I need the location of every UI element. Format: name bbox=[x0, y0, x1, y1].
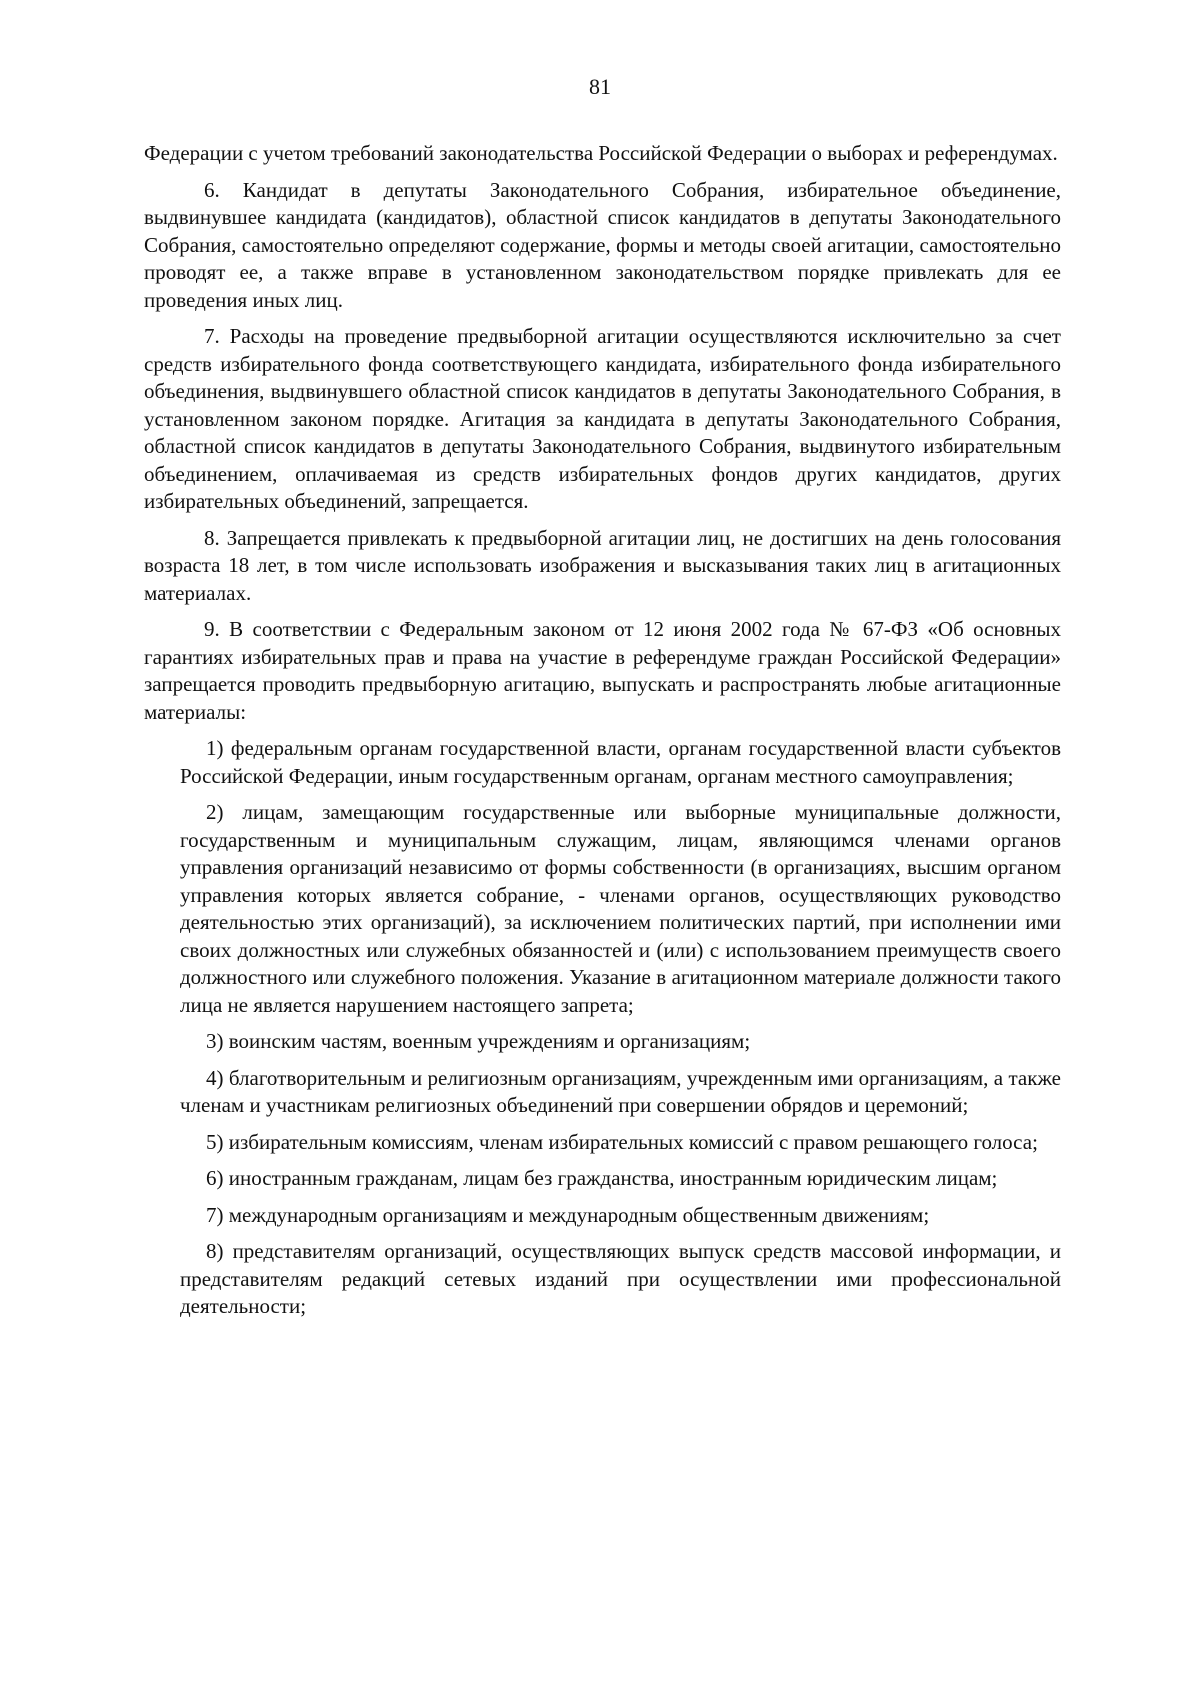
list-item-1: 1) федеральным органам государственной власти, органам государственной власти субъектов Российской Федерации, иным государственным органам, органам местного самоуправления; bbox=[180, 736, 1061, 788]
paragraph-9: 9. В соответствии с Федеральным законом от 12 июня 2002 года № 67-ФЗ «Об основных гарантиях избирательных прав и права на участие в референдуме граждан Российской Федерации» запрещается проводить предвыборную агитацию, выпускать и распространять любые агитационные материалы: bbox=[144, 617, 1061, 724]
list-item-5: 5) избирательным комиссиям, членам избирательных комиссий с правом решающего голоса; bbox=[206, 1129, 1038, 1154]
paragraph-6: 6. Кандидат в депутаты Законодательного Собрания, избирательное объединение, выдвинувшее кандидата (кандидатов), областной список кандидатов в депутаты Законодательного Собрания, самостоятельно определяют содержание, формы и методы своей агитации, самостоятельно проводят ее, а также вправе в установленном законодательством порядке привлекать для ее проведения иных лиц. bbox=[144, 177, 1061, 312]
document-body bbox=[144, 140, 1061, 1330]
paragraph-continuation: Федерации с учетом требований законодательства Российской Федерации о выборах и референдумах. bbox=[144, 141, 1058, 165]
list-item-3: 3) воинским частям, военным учреждениям и организациям; bbox=[206, 1029, 751, 1053]
list-item-6: 6) иностранным гражданам, лицам без гражданства, иностранным юридическим лицам; bbox=[206, 1166, 998, 1190]
list-item-2: 2) лицам, замещающим государственные или выборные муниципальные должности, государственным и муниципальным служащим, лицам, являющимся членами органов управления организаций независимо от формы собственности (в организациях, высшим органом управления которых является собрание, - членами органов, осуществляющих руководство деятельностью этих организаций), за исключением политических партий, при исполнении ими своих должностных или служебных обязанностей и (или) с использованием преимуществ своего должностного или служебного положения. Указание в агитационном материале должности такого лица не является нарушением настоящего запрета; bbox=[180, 800, 1061, 1017]
list-item-7: 7) международным организациям и международным общественным движениям; bbox=[206, 1202, 930, 1227]
list-item-4: 4) благотворительным и религиозным организациям, учрежденным ими организациям, а также членам и участникам религиозных объединений при совершении обрядов и церемоний; bbox=[180, 1065, 1061, 1117]
list-item-8: 8) представителям организаций, осуществляющих выпуск средств массовой информации, и представителям редакций сетевых изданий при осуществлении ими профессиональной деятельности; bbox=[180, 1239, 1061, 1318]
page-number: 81 bbox=[589, 74, 611, 99]
paragraph-8: 8. Запрещается привлекать к предвыборной агитации лиц, не достигших на день голосования возраста 18 лет, в том числе использовать изображения и высказывания таких лиц в агитационных материалах. bbox=[144, 525, 1061, 605]
paragraph-7: 7. Расходы на проведение предвыборной агитации осуществляются исключительно за счет средств избирательного фонда соответствующего кандидата, избирательного фонда избирательного объединения, выдвинувшего областной список кандидатов в депутаты Законодательного Собрания, в установленном законом порядке. Агитация за кандидата в депутаты Законодательного Собрания, областной список кандидатов в депутаты Законодательного Собрания, выдвинутого избирательным объединением, оплачиваемая из средств избирательных фондов других кандидатов, других избирательных объединений, запрещается. bbox=[144, 324, 1061, 513]
